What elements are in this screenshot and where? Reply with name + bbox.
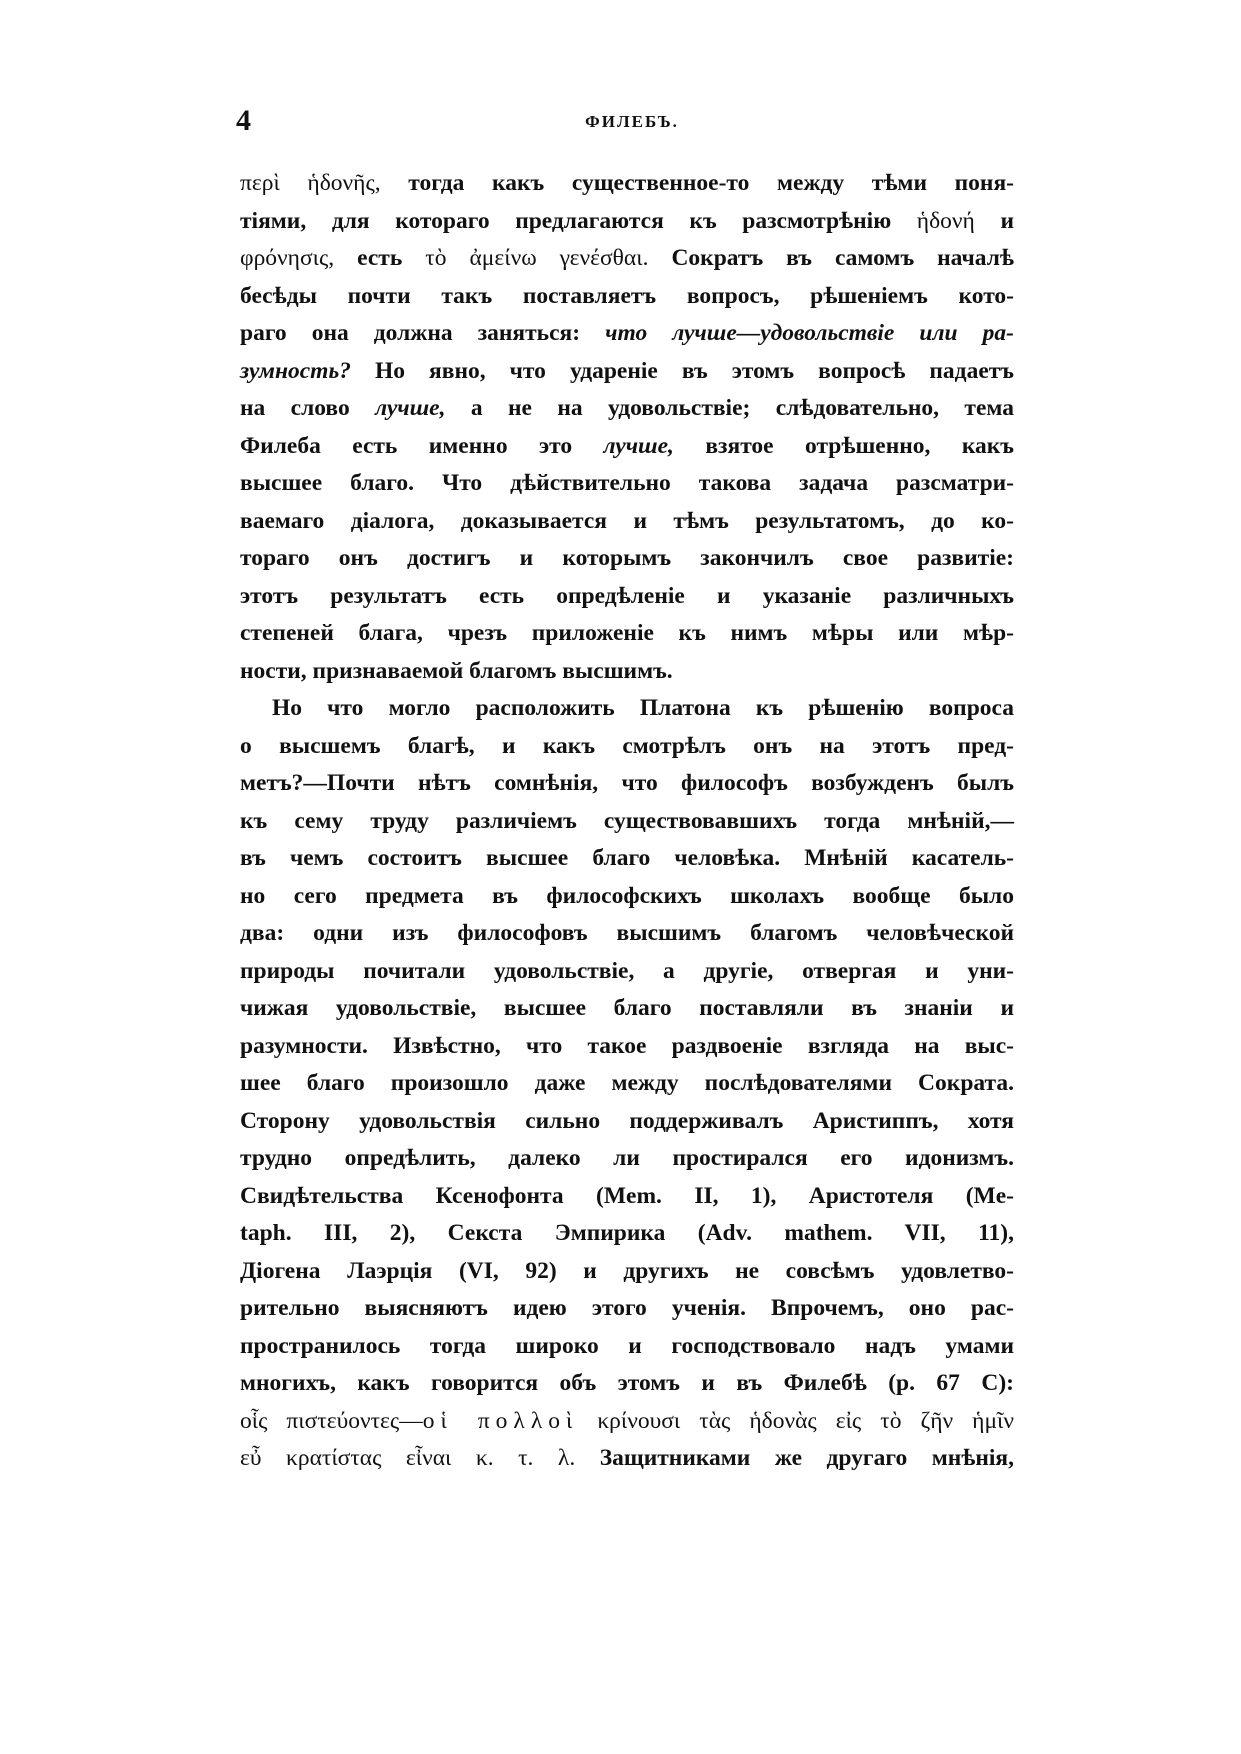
text-segment: а не на удовольствіе; слѣдовательно, тема [445, 395, 1014, 421]
greek-text: φρόνησις, [240, 245, 335, 271]
text-segment: два: одни изъ философовъ высшимъ благомъ человѣческой [240, 920, 1014, 946]
text-segment: Филеба есть именно это [240, 432, 604, 459]
text-segment: Но что могло расположить Платона къ рѣшенію вопроса [272, 695, 1014, 721]
page-body [240, 165, 1014, 1478]
text-segment: этотъ результатъ есть опредѣленіе и указаніе различныхъ [240, 582, 1014, 609]
text-line [240, 390, 1014, 428]
text-segment: чижая удовольствіе, высшее благо поставляли въ знаніи и [240, 995, 1014, 1021]
text-segment: ваемаго діалога, доказывается и тѣмъ результатомъ, до ко- [240, 507, 1014, 534]
text-line [240, 615, 1014, 653]
italic-text: что лучше—удовольствіе или ра- [605, 320, 1014, 346]
text-line [240, 1103, 1014, 1141]
text-segment: но сего предмета въ философскихъ школахъ вообще было [240, 882, 1014, 909]
greek-text: οἷς πιστεύοντες— [240, 1407, 423, 1434]
greek-text: περὶ ἡδονῆς, [240, 170, 381, 196]
text-segment: taph. III, 2), Секста Эмпирика (Adv. mathem. VII, 11), [240, 1220, 1014, 1246]
text-segment: многихъ, какъ говорится объ этомъ и въ Филебѣ (p. 67 C): [240, 1370, 1014, 1396]
text-line [240, 1178, 1014, 1216]
text-line [240, 240, 1014, 278]
text-line [240, 503, 1014, 541]
text-segment: природы почитали удовольствіе, а другіе, отвергая и уни- [240, 957, 1014, 984]
text-line [240, 278, 1014, 316]
text-segment: тораго онъ достигъ и которымъ закончилъ свое развитіе: [240, 545, 1014, 571]
text-segment: и [974, 207, 1014, 234]
text-segment: метъ?—Почти нѣтъ сомнѣнія, что философъ возбужденъ былъ [240, 770, 1014, 796]
text-segment: степеней блага, чрезъ приложеніе къ нимъ мѣры или мѣр- [240, 620, 1014, 646]
text-segment: пространилось тогда широко и господствовало надъ умами [240, 1332, 1014, 1359]
text-segment: высшее благо. Что дѣйствительно такова задача разсматри- [240, 470, 1014, 496]
text-line [240, 653, 1014, 691]
text-segment: Діогена Лаэрція (VI, 92) и другихъ не совсѣмъ удовлетво- [240, 1257, 1014, 1284]
text-segment: на слово [240, 395, 376, 421]
italic-text: лучше, [375, 395, 446, 421]
running-title: ФИЛЕБЪ. [585, 112, 679, 131]
text-line [240, 990, 1014, 1028]
text-line [240, 1440, 1014, 1478]
text-line [240, 915, 1014, 953]
text-segment: въ чемъ состоитъ высшее благо человѣка. Мнѣній касатель- [240, 845, 1014, 871]
text-segment: взятое отрѣшенно, какъ [673, 432, 1015, 459]
greek-text: οἱ πολλοὶ [422, 1407, 579, 1434]
page-number: 4 [236, 104, 251, 137]
text-segment: Сторону удовольствія сильно поддерживалъ Аристиппъ, хотя [240, 1107, 1014, 1134]
text-line [240, 578, 1014, 616]
text-line [240, 203, 1014, 241]
text-line [240, 878, 1014, 916]
text-segment: разумности. Извѣстно, что такое раздвоеніе взгляда на выс- [240, 1032, 1014, 1059]
text-segment: шее благо произошло даже между послѣдователями Сократа. [240, 1070, 1014, 1096]
greek-text: κρίνουσι τὰς ἡδονὰς εἰς τὸ ζῆν ἡμῖν [578, 1407, 1014, 1434]
text-line [240, 803, 1014, 841]
text-segment: къ сему труду различіемъ существовавшихъ тогда мнѣній,— [240, 807, 1014, 834]
text-segment: трудно опредѣлить, далеко ли простирался его идонизмъ. [240, 1145, 1014, 1171]
text-segment: ности, признаваемой благомъ высшимъ. [240, 657, 673, 684]
greek-text: ἡδονή [916, 207, 975, 234]
text-segment: о высшемъ благѣ, и какъ смотрѣлъ онъ на этотъ пред- [240, 732, 1014, 759]
text-segment: бесѣды почти такъ поставляетъ вопросъ, рѣшеніемъ кото- [240, 282, 1014, 309]
text-line [240, 1065, 1014, 1103]
text-segment: Но явно, что удареніе въ этомъ вопросѣ падаетъ [350, 357, 1014, 384]
text-line [240, 953, 1014, 991]
text-line [240, 540, 1014, 578]
text-line [240, 840, 1014, 878]
text-segment: Защитниками же другаго мнѣнія, [575, 1445, 1015, 1471]
text-line [240, 353, 1014, 391]
paragraph [240, 165, 1014, 690]
text-segment: тіями, для котораго предлагаются къ разсмотрѣнію [240, 207, 917, 234]
text-line [240, 428, 1014, 466]
text-line [240, 165, 1014, 203]
text-segment: рительно выясняютъ идею этого ученія. Впрочемъ, оно рас- [240, 1295, 1014, 1321]
text-line [240, 690, 1014, 728]
text-line [240, 1140, 1014, 1178]
greek-text: τὸ ἀμείνω γενέσθαι. [425, 245, 649, 271]
text-line [240, 1215, 1014, 1253]
text-line [240, 1253, 1014, 1291]
text-line [240, 465, 1014, 503]
text-line [240, 1328, 1014, 1366]
text-line [240, 1403, 1014, 1441]
text-line [240, 765, 1014, 803]
text-segment: Свидѣтельства Ксенофонта (Mem. II, 1), Аристотеля (Me- [240, 1182, 1014, 1209]
text-line [240, 315, 1014, 353]
italic-text: зумность? [240, 357, 351, 384]
paragraph [240, 690, 1014, 1478]
text-line [240, 1290, 1014, 1328]
text-line [240, 1028, 1014, 1066]
text-segment: есть [334, 245, 426, 271]
greek-text: εὖ κρατίστας εἶναι κ. τ. λ. [240, 1445, 576, 1471]
text-segment: тогда какъ существенное-то между тѣми поня- [380, 170, 1014, 196]
text-segment: Сократъ въ самомъ началѣ [648, 245, 1014, 271]
text-line [240, 1365, 1014, 1403]
italic-text: лучше, [603, 432, 674, 459]
text-line [240, 728, 1014, 766]
text-segment: раго она должна заняться: [240, 320, 606, 346]
